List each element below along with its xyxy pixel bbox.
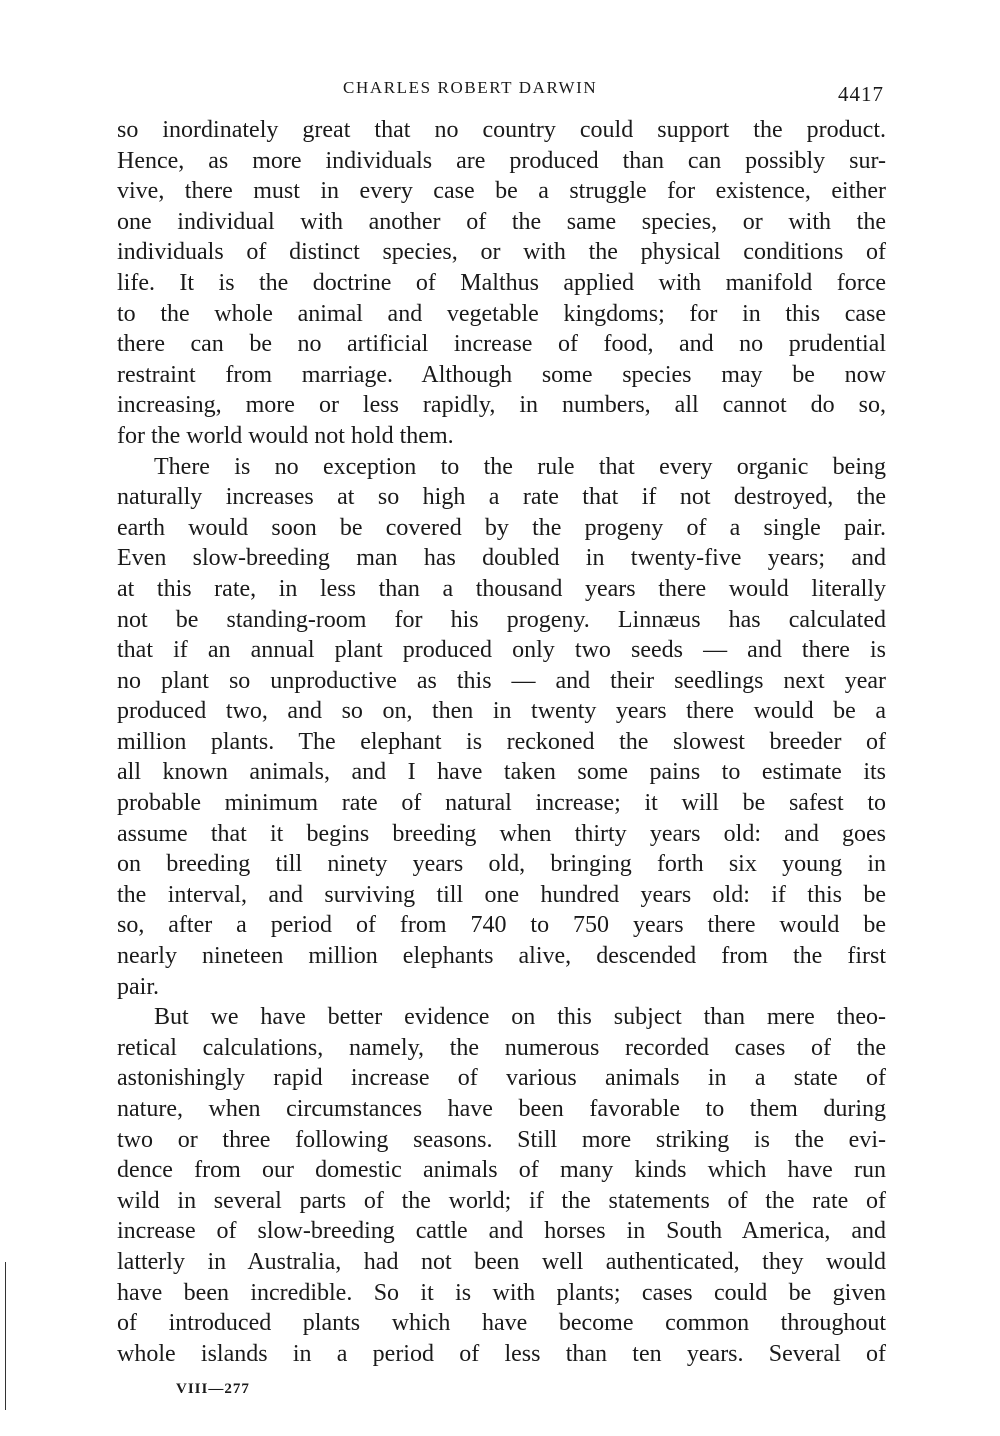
text-line: There is no exception to the rule that every organic being (154, 453, 886, 480)
text-line: not be standing-room for his progeny. Linnæus has calculated (117, 606, 886, 633)
text-line: nearly nineteen million elephants alive, descended from the first (117, 943, 886, 970)
text-line: dence from our domestic animals of many kinds which have run (117, 1157, 886, 1184)
paragraph (117, 452, 886, 1003)
text-line: all known animals, and I have taken some pains to estimate its (117, 759, 886, 786)
text-line: assume that it begins breeding when thirty years old: and goes (117, 820, 886, 847)
text-line: so inordinately great that no country could support the product. (117, 117, 886, 143)
text-line: of introduced plants which have become common throughout (117, 1310, 886, 1337)
text-line: there can be no artificial increase of food, and no prudential (117, 331, 886, 358)
text-line: million plants. The elephant is reckoned the slowest breeder of (117, 728, 886, 755)
text-line: no plant so unproductive as this — and their seedlings next year (117, 667, 886, 694)
text-line: the interval, and surviving till one hundred years old: if this be (117, 881, 886, 908)
margin-rule (5, 1262, 6, 1410)
paragraph (117, 115, 886, 452)
text-line: whole islands in a period of less than ten years. Several of (117, 1340, 886, 1367)
text-line: two or three following seasons. Still more striking is the evi- (117, 1126, 886, 1153)
body-text (117, 115, 886, 1369)
text-line: earth would soon be covered by the progeny of a single pair. (117, 514, 886, 541)
page-number: 4417 (838, 82, 884, 106)
text-line: to the whole animal and vegetable kingdoms; for in this case (117, 300, 886, 327)
text-line: for the world would not hold them. (117, 422, 454, 449)
text-line: so, after a period of from 740 to 750 years there would be (117, 912, 886, 939)
running-title: CHARLES ROBERT DARWIN (343, 78, 598, 97)
text-line: astonishingly rapid increase of various animals in a state of (117, 1065, 886, 1092)
text-line: pair. (117, 973, 159, 1000)
text-line: naturally increases at so high a rate that if not destroyed, the (117, 484, 886, 511)
text-line: latterly in Australia, had not been well authenticated, they would (117, 1248, 886, 1275)
text-line: Hence, as more individuals are produced than can possibly sur- (117, 147, 886, 174)
text-line: Even slow-breeding man has doubled in twenty-five years; and (117, 545, 886, 572)
paragraph (117, 1002, 886, 1369)
text-line: produced two, and so on, then in twenty years there would be a (117, 698, 886, 725)
text-line: at this rate, in less than a thousand years there would literally (117, 575, 886, 602)
text-line: one individual with another of the same species, or with the (117, 208, 886, 235)
text-line: retical calculations, namely, the numerous recorded cases of the (117, 1034, 886, 1061)
signature-mark: VIII—277 (176, 1381, 250, 1397)
text-line: individuals of distinct species, or with the physical conditions of (117, 239, 886, 266)
text-line: vive, there must in every case be a struggle for existence, either (117, 178, 886, 205)
text-line: that if an annual plant produced only two seeds — and there is (117, 637, 886, 664)
text-line: restraint from marriage. Although some species may be now (117, 361, 886, 388)
text-line: nature, when circumstances have been favorable to them during (117, 1096, 886, 1122)
text-line: wild in several parts of the world; if the statements of the rate of (117, 1187, 886, 1214)
text-line: But we have better evidence on this subject than mere theo- (154, 1004, 886, 1031)
text-line: increase of slow-breeding cattle and horses in South America, and (117, 1218, 886, 1245)
text-line: probable minimum rate of natural increase; it will be safest to (117, 790, 886, 817)
text-line: life. It is the doctrine of Malthus applied with manifold force (117, 269, 886, 296)
text-line: have been incredible. So it is with plants; cases could be given (117, 1279, 886, 1306)
text-line: on breeding till ninety years old, bringing forth six young in (117, 851, 886, 878)
text-line: increasing, more or less rapidly, in numbers, all cannot do so, (117, 392, 886, 419)
